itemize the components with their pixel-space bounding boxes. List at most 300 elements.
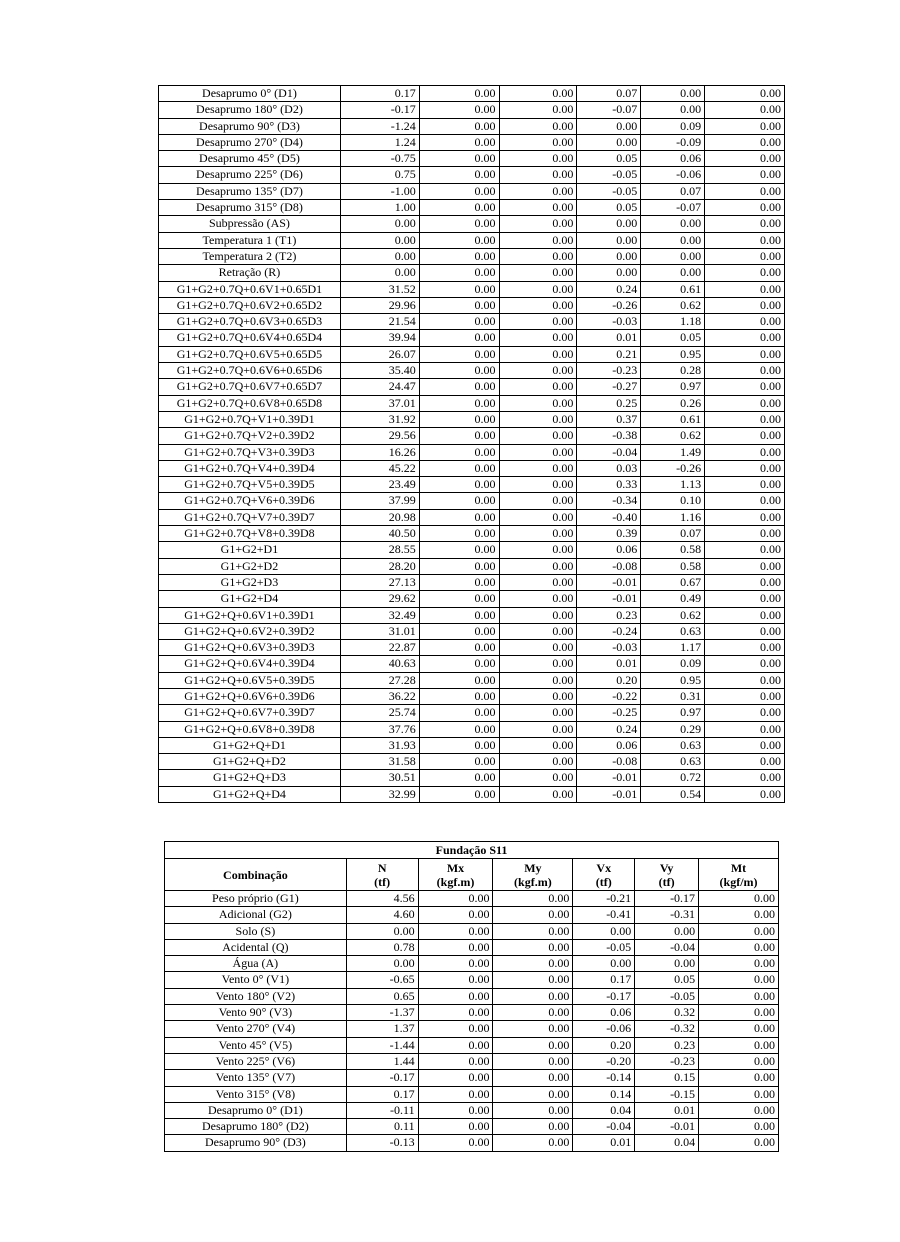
value-cell: 0.09 (641, 118, 705, 134)
value-cell: 29.56 (340, 428, 419, 444)
value-cell: 0.00 (419, 379, 499, 395)
value-cell: 0.00 (493, 956, 573, 972)
combination-cell: G1+G2+Q+0.6V3+0.39D3 (159, 640, 341, 656)
value-cell: 0.37 (577, 411, 641, 427)
value-cell: -0.17 (340, 102, 419, 118)
value-cell: 27.28 (340, 672, 419, 688)
value-cell: 0.00 (705, 786, 785, 802)
value-cell: 0.00 (705, 265, 785, 281)
value-cell: 31.93 (340, 737, 419, 753)
combination-cell: Vento 270° (V4) (165, 1021, 347, 1037)
table-row (165, 1135, 779, 1151)
value-cell: 0.00 (705, 591, 785, 607)
table-row (159, 346, 785, 362)
table-row (165, 1119, 779, 1135)
value-cell: 37.01 (340, 395, 419, 411)
value-cell: 22.87 (340, 640, 419, 656)
table-row (159, 86, 785, 102)
value-cell: 0.07 (641, 526, 705, 542)
table-row (159, 591, 785, 607)
value-cell: 0.00 (499, 151, 577, 167)
value-cell: 1.18 (641, 314, 705, 330)
combination-cell: Vento 225° (V6) (165, 1053, 347, 1069)
combination-cell: Desaprumo 180° (D2) (165, 1119, 347, 1135)
value-cell: 29.62 (340, 591, 419, 607)
value-cell: 0.00 (419, 314, 499, 330)
value-cell: 0.00 (418, 972, 493, 988)
combination-cell: Solo (S) (165, 923, 347, 939)
value-cell: 0.00 (499, 297, 577, 313)
table-row (159, 167, 785, 183)
value-cell: -0.03 (577, 314, 641, 330)
value-cell: 0.00 (499, 363, 577, 379)
column-header-mt: Mt (kgf/m) (699, 859, 779, 891)
value-cell: 0.00 (705, 737, 785, 753)
value-cell: 1.17 (641, 640, 705, 656)
value-cell: 0.00 (699, 939, 779, 955)
value-cell: 0.00 (499, 623, 577, 639)
value-cell: 35.40 (340, 363, 419, 379)
table-body (165, 891, 779, 1152)
value-cell: 0.00 (493, 907, 573, 923)
value-cell: 0.00 (419, 444, 499, 460)
value-cell: 0.00 (419, 460, 499, 476)
value-cell: 0.00 (705, 574, 785, 590)
value-cell: 20.98 (340, 509, 419, 525)
value-cell: 27.13 (340, 574, 419, 590)
table-row (165, 939, 779, 955)
value-cell: 0.05 (577, 200, 641, 216)
value-cell: 0.65 (346, 988, 418, 1004)
value-cell: -0.05 (577, 183, 641, 199)
value-cell: 4.56 (346, 891, 418, 907)
value-cell: 0.00 (493, 1070, 573, 1086)
value-cell: 0.00 (418, 956, 493, 972)
value-cell: 0.00 (641, 248, 705, 264)
value-cell: 0.00 (699, 956, 779, 972)
value-cell: -0.40 (577, 509, 641, 525)
value-cell: 0.00 (419, 623, 499, 639)
combination-cell: G1+G2+D3 (159, 574, 341, 590)
value-cell: 1.24 (340, 134, 419, 150)
value-cell: 16.26 (340, 444, 419, 460)
value-cell: 0.00 (418, 1005, 493, 1021)
combination-cell: G1+G2+0.7Q+0.6V3+0.65D3 (159, 314, 341, 330)
value-cell: 0.00 (499, 607, 577, 623)
value-cell: 0.26 (641, 395, 705, 411)
value-cell: -1.00 (340, 183, 419, 199)
combination-cell: Temperatura 1 (T1) (159, 232, 341, 248)
value-cell: 0.00 (418, 1037, 493, 1053)
value-cell: -0.38 (577, 428, 641, 444)
value-cell: -0.08 (577, 754, 641, 770)
table-row (159, 542, 785, 558)
value-cell: -0.23 (577, 363, 641, 379)
column-header-mx: Mx (kgf.m) (418, 859, 493, 891)
combination-cell: Desaprumo 0° (D1) (165, 1102, 347, 1118)
value-cell: 0.00 (499, 200, 577, 216)
column-header-my: My (kgf.m) (493, 859, 573, 891)
value-cell: 0.00 (493, 1119, 573, 1135)
value-cell: 0.00 (705, 248, 785, 264)
value-cell: 0.00 (340, 248, 419, 264)
value-cell: 0.00 (419, 428, 499, 444)
table-row (159, 395, 785, 411)
value-cell: 0.00 (577, 232, 641, 248)
table-row (159, 786, 785, 802)
value-cell: 0.00 (699, 891, 779, 907)
value-cell: 0.00 (499, 688, 577, 704)
table-row (159, 623, 785, 639)
value-cell: -0.65 (346, 972, 418, 988)
value-cell: 1.00 (340, 200, 419, 216)
combination-cell: G1+G2+D4 (159, 591, 341, 607)
value-cell: 0.00 (641, 86, 705, 102)
value-cell: 0.11 (346, 1119, 418, 1135)
value-cell: 0.00 (705, 86, 785, 102)
value-cell: 0.00 (419, 493, 499, 509)
value-cell: 1.49 (641, 444, 705, 460)
value-cell: -0.08 (577, 558, 641, 574)
value-cell: 0.00 (493, 1037, 573, 1053)
value-cell: -0.22 (577, 688, 641, 704)
value-cell: 0.00 (493, 1086, 573, 1102)
table-row (159, 330, 785, 346)
value-cell: 0.00 (493, 923, 573, 939)
combination-cell: Desaprumo 270° (D4) (159, 134, 341, 150)
table-row (159, 428, 785, 444)
value-cell: 0.00 (635, 956, 699, 972)
value-cell: 32.99 (340, 786, 419, 802)
value-cell: 0.00 (499, 770, 577, 786)
table-row (165, 1021, 779, 1037)
value-cell: 0.61 (641, 411, 705, 427)
value-cell: 0.00 (419, 86, 499, 102)
value-cell: 0.00 (499, 118, 577, 134)
value-cell: -0.04 (577, 444, 641, 460)
value-cell: 0.00 (705, 297, 785, 313)
value-cell: 0.75 (340, 167, 419, 183)
value-cell: 0.00 (499, 656, 577, 672)
value-cell: 0.00 (418, 939, 493, 955)
table-row (159, 688, 785, 704)
value-cell: 0.00 (419, 721, 499, 737)
value-cell: 28.55 (340, 542, 419, 558)
value-cell: 0.00 (705, 346, 785, 362)
value-cell: 0.00 (419, 591, 499, 607)
value-cell: 0.00 (499, 346, 577, 362)
table-row (159, 770, 785, 786)
combination-cell: Temperatura 2 (T2) (159, 248, 341, 264)
value-cell: -0.23 (635, 1053, 699, 1069)
table-row (159, 444, 785, 460)
value-cell: 0.00 (419, 265, 499, 281)
value-cell: 0.00 (705, 363, 785, 379)
value-cell: 0.00 (493, 972, 573, 988)
value-cell: 40.63 (340, 656, 419, 672)
value-cell: 0.00 (419, 477, 499, 493)
combination-cell: G1+G2+0.7Q+V4+0.39D4 (159, 460, 341, 476)
value-cell: 0.00 (340, 232, 419, 248)
value-cell: 0.01 (635, 1102, 699, 1118)
combination-cell: G1+G2+Q+D1 (159, 737, 341, 753)
value-cell: 0.00 (705, 330, 785, 346)
value-cell: 0.00 (705, 200, 785, 216)
value-cell: 0.00 (705, 134, 785, 150)
value-cell: 0.00 (419, 640, 499, 656)
value-cell: -1.37 (346, 1005, 418, 1021)
foundation-s11-table (164, 841, 779, 1152)
value-cell: 0.32 (635, 1005, 699, 1021)
combination-cell: G1+G2+Q+0.6V4+0.39D4 (159, 656, 341, 672)
value-cell: 0.17 (340, 86, 419, 102)
value-cell: 0.00 (705, 118, 785, 134)
value-cell: 0.00 (499, 558, 577, 574)
value-cell: 26.07 (340, 346, 419, 362)
value-cell: 0.17 (573, 972, 635, 988)
value-cell: 0.25 (577, 395, 641, 411)
table-row (165, 956, 779, 972)
value-cell: -0.06 (573, 1021, 635, 1037)
value-cell: 0.04 (573, 1102, 635, 1118)
value-cell: 0.00 (418, 1053, 493, 1069)
table-row (159, 460, 785, 476)
value-cell: 0.00 (705, 705, 785, 721)
value-cell: 0.00 (499, 86, 577, 102)
value-cell: 0.15 (635, 1070, 699, 1086)
value-cell: 0.00 (573, 956, 635, 972)
value-cell: 1.44 (346, 1053, 418, 1069)
value-cell: 0.00 (699, 988, 779, 1004)
value-cell: 0.00 (705, 477, 785, 493)
combination-cell: G1+G2+0.7Q+V5+0.39D5 (159, 477, 341, 493)
combination-cell: Retração (R) (159, 265, 341, 281)
value-cell: 40.50 (340, 526, 419, 542)
value-cell: -0.75 (340, 151, 419, 167)
value-cell: -0.05 (577, 167, 641, 183)
value-cell: 0.00 (499, 705, 577, 721)
value-cell: 0.00 (418, 988, 493, 1004)
value-cell: 1.37 (346, 1021, 418, 1037)
table-row (165, 891, 779, 907)
combination-cell: G1+G2+Q+0.6V5+0.39D5 (159, 672, 341, 688)
value-cell: 0.00 (577, 216, 641, 232)
value-cell: 0.29 (641, 721, 705, 737)
value-cell: 0.00 (641, 265, 705, 281)
table-row (165, 907, 779, 923)
value-cell: 0.61 (641, 281, 705, 297)
combination-cell: Vento 315° (V8) (165, 1086, 347, 1102)
value-cell: 0.00 (419, 363, 499, 379)
value-cell: 0.05 (641, 330, 705, 346)
combination-cell: Desaprumo 90° (D3) (159, 118, 341, 134)
value-cell: 0.00 (340, 216, 419, 232)
value-cell: 31.58 (340, 754, 419, 770)
value-cell: 0.05 (635, 972, 699, 988)
value-cell: 0.00 (419, 118, 499, 134)
value-cell: -0.13 (346, 1135, 418, 1151)
value-cell: 0.00 (499, 330, 577, 346)
value-cell: 0.00 (699, 1005, 779, 1021)
value-cell: 0.00 (419, 297, 499, 313)
table-row (159, 558, 785, 574)
value-cell: 0.00 (705, 542, 785, 558)
value-cell: 0.00 (418, 1021, 493, 1037)
table-row (159, 314, 785, 330)
value-cell: -0.24 (577, 623, 641, 639)
value-cell: -0.32 (635, 1021, 699, 1037)
value-cell: 30.51 (340, 770, 419, 786)
value-cell: -0.01 (635, 1119, 699, 1135)
value-cell: 0.00 (419, 656, 499, 672)
value-cell: -0.25 (577, 705, 641, 721)
combination-cell: Desaprumo 135° (D7) (159, 183, 341, 199)
combination-cell: G1+G2+Q+0.6V7+0.39D7 (159, 705, 341, 721)
value-cell: 0.23 (635, 1037, 699, 1053)
table-row (159, 721, 785, 737)
value-cell: 0.00 (499, 526, 577, 542)
value-cell: 0.00 (499, 460, 577, 476)
value-cell: 0.00 (418, 923, 493, 939)
combination-cell: G1+G2+0.7Q+0.6V8+0.65D8 (159, 395, 341, 411)
table-row (165, 972, 779, 988)
table-row (159, 102, 785, 118)
table-row (159, 265, 785, 281)
combination-cell: G1+G2+Q+D4 (159, 786, 341, 802)
combination-cell: Desaprumo 0° (D1) (159, 86, 341, 102)
value-cell: 0.00 (699, 1053, 779, 1069)
value-cell: 0.39 (577, 526, 641, 542)
value-cell: 0.10 (641, 493, 705, 509)
value-cell: 0.31 (641, 688, 705, 704)
value-cell: 37.99 (340, 493, 419, 509)
value-cell: -0.11 (346, 1102, 418, 1118)
value-cell: 0.28 (641, 363, 705, 379)
combination-cell: Acidental (Q) (165, 939, 347, 955)
value-cell: 28.20 (340, 558, 419, 574)
value-cell: 0.00 (419, 607, 499, 623)
combination-cell: G1+G2+0.7Q+0.6V1+0.65D1 (159, 281, 341, 297)
value-cell: -0.26 (577, 297, 641, 313)
table-row (159, 363, 785, 379)
value-cell: 0.54 (641, 786, 705, 802)
combination-cell: G1+G2+Q+0.6V8+0.39D8 (159, 721, 341, 737)
value-cell: 0.00 (346, 923, 418, 939)
value-cell: 0.00 (493, 1135, 573, 1151)
value-cell: 0.00 (499, 444, 577, 460)
value-cell: 0.00 (418, 891, 493, 907)
value-cell: 0.00 (705, 395, 785, 411)
value-cell: 0.00 (493, 988, 573, 1004)
value-cell: 0.00 (705, 656, 785, 672)
table-row (165, 1005, 779, 1021)
table-row (159, 297, 785, 313)
combination-cell: G1+G2+0.7Q+0.6V2+0.65D2 (159, 297, 341, 313)
value-cell: 0.00 (419, 770, 499, 786)
value-cell: 0.00 (499, 265, 577, 281)
value-cell: 0.00 (419, 330, 499, 346)
value-cell: -0.41 (573, 907, 635, 923)
table-row (165, 1086, 779, 1102)
table-row (159, 477, 785, 493)
value-cell: -0.03 (577, 640, 641, 656)
combination-cell: G1+G2+0.7Q+V8+0.39D8 (159, 526, 341, 542)
combination-cell: G1+G2+0.7Q+V3+0.39D3 (159, 444, 341, 460)
value-cell: 0.00 (705, 640, 785, 656)
value-cell: 0.00 (419, 151, 499, 167)
table-row (165, 923, 779, 939)
value-cell: 0.00 (418, 1070, 493, 1086)
value-cell: 0.00 (499, 314, 577, 330)
combination-cell: G1+G2+Q+0.6V1+0.39D1 (159, 607, 341, 623)
value-cell: 0.00 (641, 102, 705, 118)
value-cell: 0.00 (419, 232, 499, 248)
value-cell: 0.07 (641, 183, 705, 199)
load-combination-table-continued (158, 85, 785, 803)
value-cell: 0.00 (699, 1135, 779, 1151)
value-cell: -0.17 (635, 891, 699, 907)
combination-cell: G1+G2+0.7Q+0.6V6+0.65D6 (159, 363, 341, 379)
value-cell: 0.00 (419, 200, 499, 216)
value-cell: 0.00 (499, 411, 577, 427)
combination-cell: G1+G2+D2 (159, 558, 341, 574)
value-cell: 0.00 (419, 167, 499, 183)
value-cell: 0.67 (641, 574, 705, 590)
table-body (159, 86, 785, 803)
value-cell: 0.00 (499, 672, 577, 688)
value-cell: 0.00 (641, 216, 705, 232)
value-cell: 0.00 (499, 574, 577, 590)
value-cell: 0.00 (705, 379, 785, 395)
table-row (159, 493, 785, 509)
value-cell: -0.21 (573, 891, 635, 907)
value-cell: 0.00 (419, 216, 499, 232)
table-row (159, 200, 785, 216)
value-cell: 0.05 (577, 151, 641, 167)
value-cell: 0.00 (419, 737, 499, 753)
value-cell: 0.00 (418, 1119, 493, 1135)
table-row (159, 379, 785, 395)
value-cell: 32.49 (340, 607, 419, 623)
value-cell: 0.06 (577, 542, 641, 558)
value-cell: 0.00 (499, 167, 577, 183)
value-cell: 0.00 (419, 134, 499, 150)
value-cell: -1.24 (340, 118, 419, 134)
value-cell: 0.00 (419, 705, 499, 721)
value-cell: 0.06 (573, 1005, 635, 1021)
table-header-row (165, 859, 779, 891)
value-cell: 0.00 (705, 281, 785, 297)
value-cell: 0.00 (699, 923, 779, 939)
combination-cell: Adicional (G2) (165, 907, 347, 923)
value-cell: 0.20 (573, 1037, 635, 1053)
value-cell: 0.00 (705, 167, 785, 183)
value-cell: 21.54 (340, 314, 419, 330)
value-cell: 0.00 (419, 688, 499, 704)
value-cell: 0.00 (577, 248, 641, 264)
table-title: Fundação S11 (165, 842, 779, 859)
value-cell: 0.00 (419, 102, 499, 118)
value-cell: 0.01 (573, 1135, 635, 1151)
value-cell: 0.00 (705, 314, 785, 330)
value-cell: 0.24 (577, 721, 641, 737)
value-cell: 0.00 (499, 428, 577, 444)
value-cell: 0.00 (705, 460, 785, 476)
table-row (165, 1037, 779, 1053)
combination-cell: G1+G2+0.7Q+V2+0.39D2 (159, 428, 341, 444)
table-row (159, 151, 785, 167)
value-cell: 0.00 (419, 786, 499, 802)
